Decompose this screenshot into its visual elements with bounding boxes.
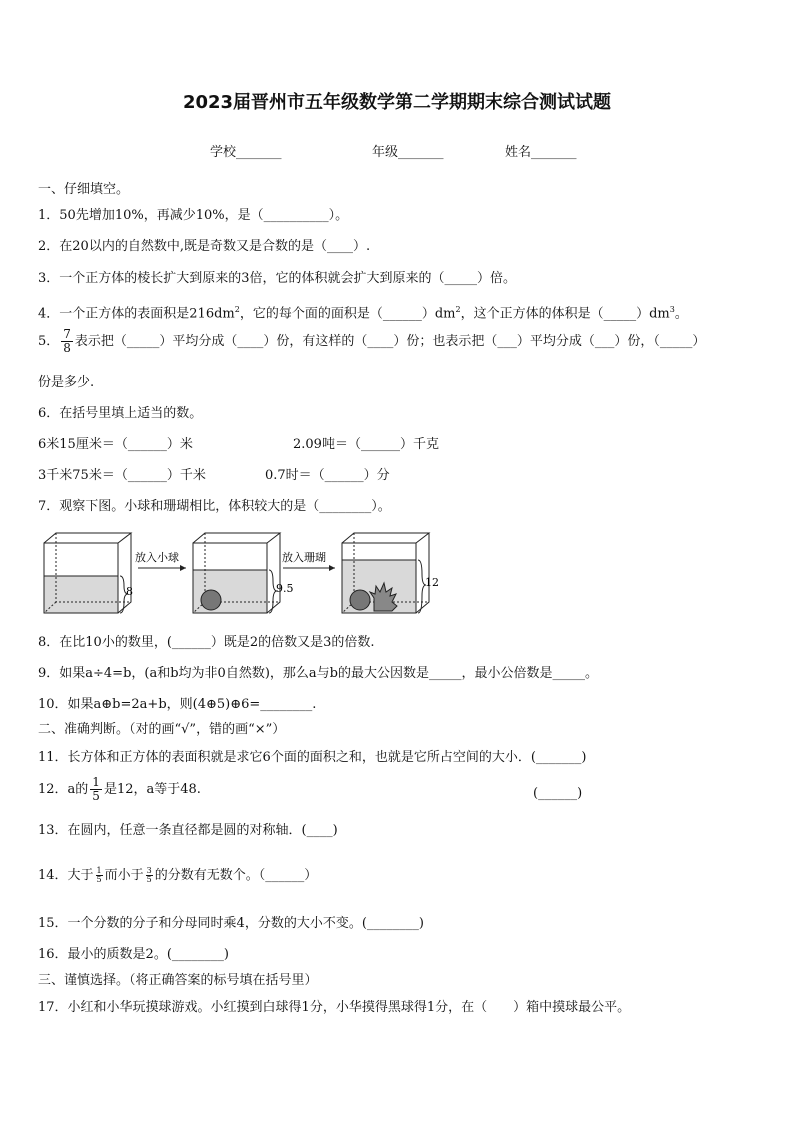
ball-icon — [350, 590, 370, 610]
question-14 — [38, 867, 317, 885]
q4-part-c: ，这个正方体的体积是（_____）dm — [460, 306, 670, 322]
q14-fraction-2-denominator: 5 — [146, 875, 152, 884]
arrow-1-head — [180, 565, 186, 571]
section-2-heading: 二、准确判断。（对的画“√”，错的画“×”） — [38, 722, 286, 737]
section-1-heading: 一、仔细填空。 — [38, 182, 130, 197]
q12-fraction-denominator: 5 — [92, 789, 100, 803]
question-2: 2．在20以内的自然数中,既是奇数又是合数的是（____）. — [38, 239, 371, 254]
q14-middle: 而小于 — [104, 868, 144, 883]
question-6: 6．在括号里填上适当的数。 — [38, 406, 203, 421]
level-label-2: 9.5 — [276, 582, 294, 595]
q12-fraction — [90, 776, 102, 803]
q4-part-b: ，它的每个面的面积是（______）dm — [239, 306, 456, 322]
question-7: 7．观察下图。小球和珊瑚相比，体积较大的是（________）。 — [38, 499, 391, 514]
question-12-answer-blank: (______) — [533, 786, 583, 801]
q12-part-b: 是12，a等于48. — [103, 782, 201, 797]
q14-fraction-1 — [96, 867, 103, 884]
q4-sup-2b: 2 — [455, 305, 461, 314]
question-5-continued: 份是多少. — [38, 375, 95, 390]
question-4 — [38, 301, 688, 323]
question-16: 16．最小的质数是2。(________) — [38, 947, 229, 962]
q5-fraction-numerator: 7 — [63, 327, 71, 341]
q14-fraction-1-numerator: 1 — [96, 866, 102, 875]
q14-fraction-1-denominator: 5 — [96, 875, 102, 884]
q5-fraction — [61, 328, 73, 355]
arrow-2-label: 放入珊瑚 — [282, 551, 326, 564]
q4-part-a: 4．一个正方体的表面积是216dm — [38, 306, 235, 322]
q4-part-d: 。 — [674, 306, 688, 322]
q4-sup-3: 3 — [669, 305, 675, 314]
question-6d: 0.7时＝（______）分 — [265, 468, 390, 483]
level-label-1: 8 — [126, 585, 133, 598]
question-15: 15．一个分数的分子和分母同时乘4，分数的大小不变。(________) — [38, 916, 424, 931]
q4-sup-2: 2 — [234, 305, 240, 314]
question-5 — [38, 328, 705, 355]
q12-fraction-numerator: 1 — [92, 775, 100, 789]
question-6b: 2.09吨＝（______）千克 — [293, 437, 439, 452]
question-13: 13．在圆内，任意一条直径都是圆的对称轴．(____) — [38, 823, 338, 838]
q12-part-a: 12．a的 — [38, 782, 89, 797]
question-8: 8．在比10小的数里，(______）既是2的倍数又是3的倍数. — [38, 635, 375, 650]
level-label-3: 12 — [425, 576, 439, 589]
question-11: 11．长方体和正方体的表面积就是求它6个面的面积之和，也就是它所占空间的大小．(_______) — [38, 750, 587, 765]
q14-part-b: 的分数有无数个。（______） — [154, 868, 318, 883]
container-figure — [38, 528, 448, 620]
section-3-heading: 三、谨慎选择。（将正确答案的标号填在括号里） — [38, 973, 318, 988]
school-field: 学校_______ — [210, 145, 282, 160]
container-1-water — [44, 576, 118, 613]
arrow-2-head — [329, 565, 335, 571]
name-field: 姓名_______ — [505, 145, 577, 160]
question-1: 1．50先增加10%，再减少10%，是（__________）。 — [38, 208, 349, 223]
question-12 — [38, 776, 201, 803]
q14-part-a: 14．大于 — [38, 868, 94, 883]
question-17: 17．小红和小华玩摸球游戏。小红摸到白球得1分，小华摸得黑球得1分，在（ ）箱中摸球最公平。 — [38, 1000, 631, 1015]
ball-icon — [201, 590, 221, 610]
arrow-1-label: 放入小球 — [135, 551, 179, 564]
question-6c: 3千米75米＝（______）千米 — [38, 468, 206, 483]
container-1 — [44, 533, 131, 613]
question-3: 3．一个正方体的棱长扩大到原来的3倍，它的体积就会扩大到原来的（_____）倍。 — [38, 271, 517, 286]
question-9: 9．如果a÷4=b，(a和b均为非0自然数)，那么a与b的最大公因数是_____，最小公倍数是_____。 — [38, 666, 598, 681]
q14-fraction-2-numerator: 3 — [146, 866, 152, 875]
question-10: 10．如果a⊕b=2a+b，则(4⊕5)⊕6=________. — [38, 697, 317, 712]
q5-fraction-denominator: 8 — [63, 341, 71, 355]
q5-number: 5． — [38, 334, 60, 349]
q5-text: 表示把（_____）平均分成（____）份，有这样的（____）份；也表示把（___）平均分成（___）份，（_____） — [74, 334, 706, 349]
q14-fraction-2 — [146, 867, 153, 884]
grade-field: 年级_______ — [372, 145, 444, 160]
page-title: 2023届晋州市五年级数学第二学期期末综合测试试题 — [182, 92, 612, 113]
question-6a: 6米15厘米＝（______）米 — [38, 437, 193, 452]
